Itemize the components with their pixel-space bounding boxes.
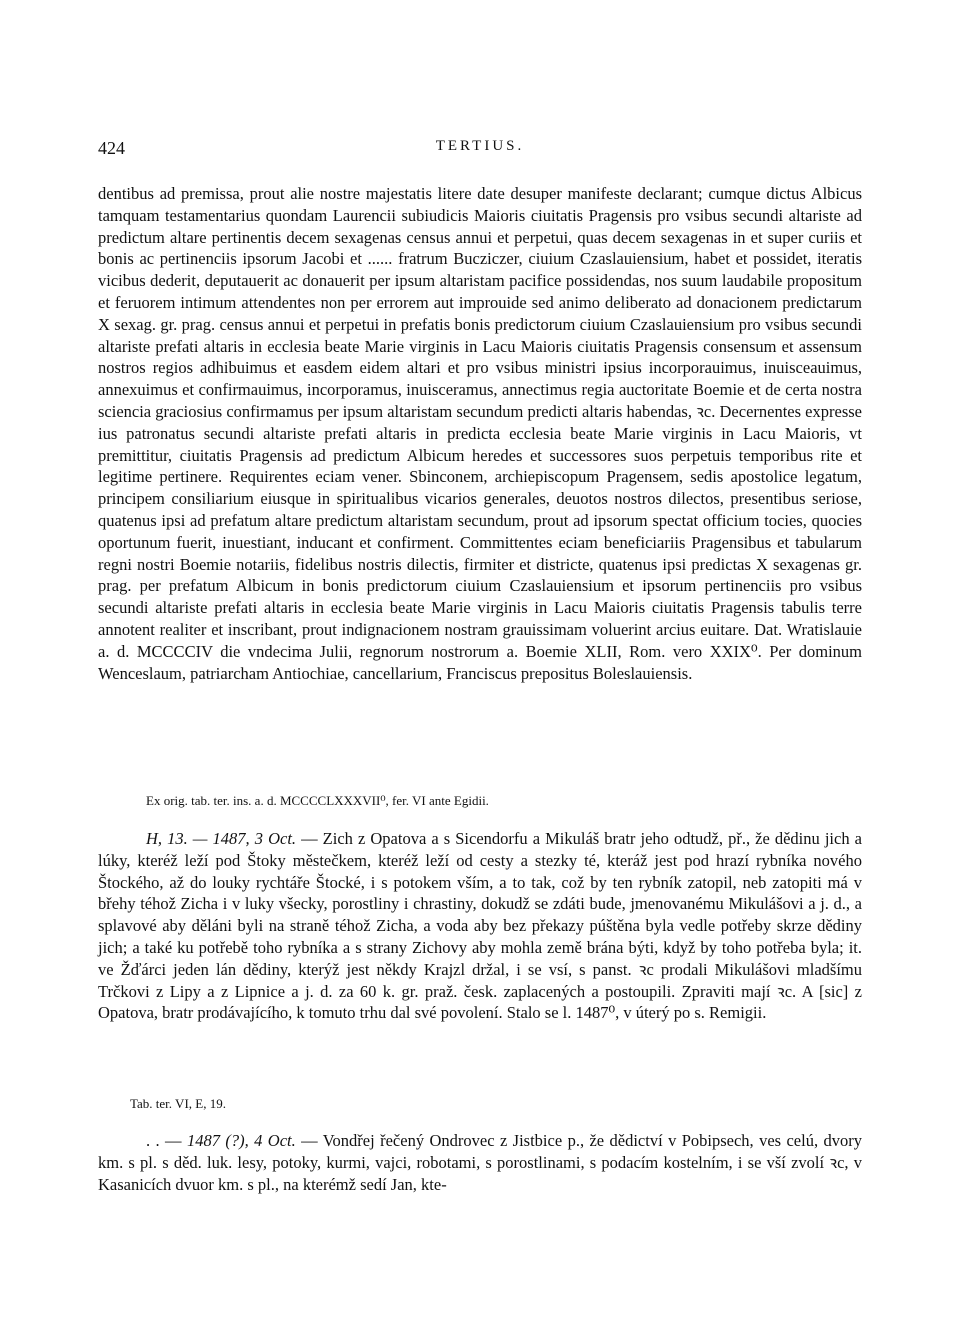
charter-text: dentibus ad premissa, prout alie nostre majestatis litere date desuper manifeste declarant; cumque dictus Albicus tamquam testamentarius quondam Laurencii subiudicis Maioris ciuitatis Pragensis pro vsibus secundi altariste ad predictum altare pertinentis decem sexagenas census annui et perpetui, quas decem sexagenas in et super curiis et bonis ac pertinenciis ipsorum Jacobi et ...... fratrum Bucziczer, ciuium Czaslauiensium, habet et possidet, iteratis vicibus dederit, deputauerit ac donauerit per ipsum altaristam pacifice possidendas, nos suum laudabile propositum et feruorem intimum attendentes non per errorem aut improuide sed animo deliberato ad donacionem predictarum X sexag. gr. prag. census annui et perpetui in prefatis bonis predictorum ciuium Czaslauiensium pro vsibus secundi altariste prefati altaris in ecclesia beate Marie virginis in Lacu Maioris ciuitatis Pragensis consensum et assensum nostros regios adhibuimus et easdem eidem altari et pro vsibus ministri ipsius incorporauimus, inuisceauimus, annexuimus et confirmauimus, incorporamus, inuisceramus, annectimus regia auctoritate Boemie et de certa nostra sciencia graciosius confirmamus per ipsum altaristam secundum predicti altaris habendas, ꝛc. Decernentes expresse ius patronatus secundi altariste prefati altaris in predicta ecclesia beate Marie virginis in Lacu Maioris, vt premittitur, ciuitatis Pragensis ad predictum Albicum heredes et successores suos perpetuis temporibus rite et legitime pertinere. Requirentes eciam vener. Sbinconem, archiepiscopum Pragensem, sedis apostolice legatum, principem consiliarium eiusque in spiritualibus vicarios generales, deuotos nostros dilectos, presentibus seriose, quatenus ipsi ad prefatum altare predictum altaristam secundum, prout ad ipsorum spectat officium tocies, quocies oportunum fuerit, inuestiant, inducant et confirment. Committentes eciam beneficiariis Pragensibus et tabularum regni nostri Boemie notariis, fidelibus nostris dilectis, firmiter et districte, quatenus ipsi predictas X sexagenas gr. prag. per prefatum Albicum in bonis predictorum ciuium Czaslauiensium et ipsorum pertinenciis pro vsibus secundi altariste prefati altaris in ecclesia beate Marie virginis in Lacu Maioris ciuitatis Pragensis tabulis terre annotent realiter et inscribant, prout indignacionem nostram grauissimam voluerint arcius euitare. Dat. Wratislauie a. d. MCCCCIV die vndecima Julii, regnorum nostrorum a. Boemie XLII, Rom. vero XXIX⁰. Per dominum Wenceslaum, patriarcham Antiochiae, cancellarium, Franciscus prepositus Boleslauiensis. [98,184,862,683]
register-entry [98,828,862,1024]
entry-text: — Vondřej řečený Ondrovec z Jistbice p., že dědictví v Pobipsech, ves celú, dvory km. s pl. s děd. luk. lesy, potoky, kurmi, vajci, robotami, s porostlinami, s podacím kostelním, i se vší zvolí ꝛc, v Kasanicích dvuor km. s pl., na kterémž sedí Jan, kte- [98,1131,862,1194]
entry-reference: 1487 (?), 4 Oct. [186,1131,296,1150]
entry-reference: H, 13. — 1487, 3 Oct. [146,829,297,848]
page-number: 424 [98,138,125,158]
source-note: Tab. ter. VI, E, 19. [130,1096,226,1111]
register-entry [98,1130,862,1195]
entry-reference-prefix: . . — [146,1131,187,1150]
page-header [98,138,862,164]
running-title: TERTIUS. [435,138,525,154]
source-note: Ex orig. tab. ter. ins. a. d. MCCCCLXXXVII⁰, fer. VI ante Egidii. [146,793,489,808]
entry-text: — Zich z Opatova a s Sicendorfu a Mikuláš bratr jeho odtudž, př., že dědinu jich a lúky, kteréž leží pod Štoky městečkem, kteréž leží od cesty a stezky té, kteráž jest pod hrazí rybníka nového Štockého, až do louky rychtáře Štocké, i s potokem vším, a to tak, což by ten rybník zatopil, neb zatopiti má v břehy téhož Zicha i v luky všecky, porostliny i chrastiny, dokudž se zdáti bude, jmenovanému Mikulášovi a j. d., a splavové aby děláni byli na straně téhož Zicha, a voda aby bez překazy púštěna byla vedle potřeby skrze dědiny jich; a také ku potřebě toho rybníka a s strany Zichovy aby mohla země brána býti, když by toho potřeba byla; it. ve Žďárci jeden lán dědiny, kterýž jest někdy Krajzl držal, i se vsí, s panst. ꝛc prodali Mikulášovi mladšímu Trčkovi z Lipy a z Lipnice a j. d. za 60 k. gr. praž. česk. zaplacených a postoupili. Zpraviti mají ꝛc. A [sic] z Opatova, bratr prodávajícího, k tomuto trhu dal své povolení. Stalo se l. 1487⁰, v úterý po s. Remigii. [98,829,862,1023]
